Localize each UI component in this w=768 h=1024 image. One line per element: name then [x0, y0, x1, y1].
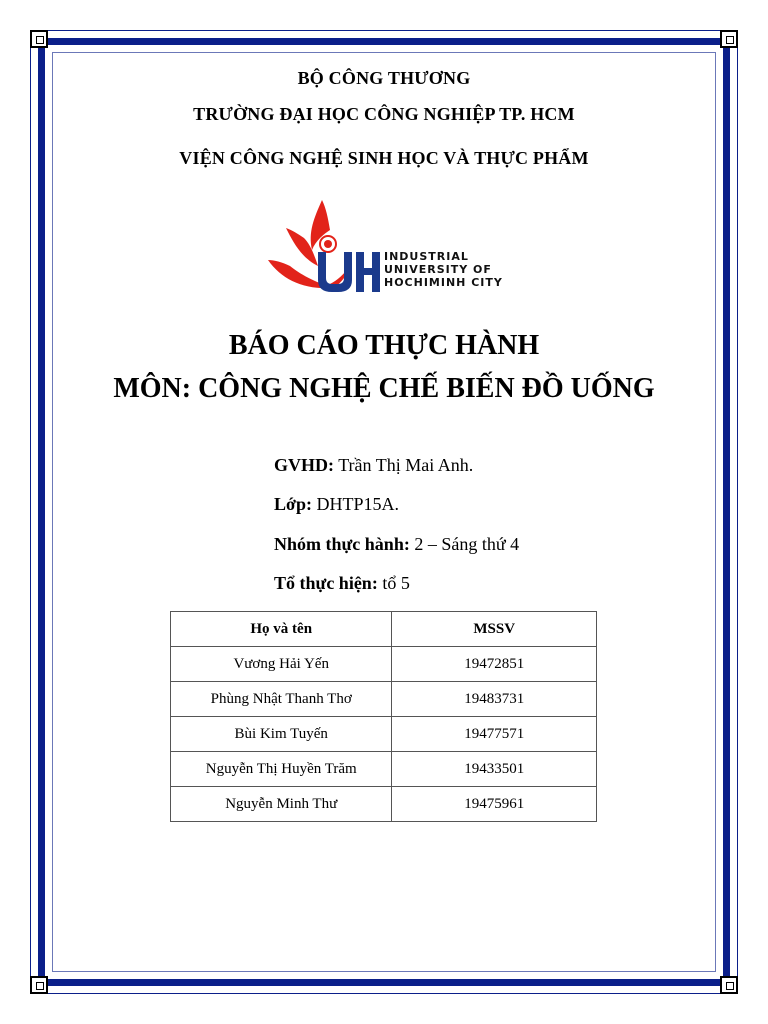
border-corner-ornament: [30, 976, 48, 994]
university-heading: TRƯỜNG ĐẠI HỌC CÔNG NGHIỆP TP. HCM: [193, 104, 575, 124]
table-row: [171, 787, 597, 822]
group-label: Nhóm thực hành:: [274, 534, 410, 554]
logo-line-3: HOCHIMINH CITY: [384, 276, 503, 289]
members-table: [170, 611, 597, 822]
table-row: [171, 647, 597, 682]
member-name: Phùng Nhật Thanh Thơ: [171, 682, 392, 717]
border-corner-ornament: [720, 976, 738, 994]
instructor-line: [274, 455, 473, 476]
member-student-id: 19472851: [392, 647, 597, 682]
subject-title: MÔN: CÔNG NGHỆ CHẾ BIẾN ĐỒ UỐNG: [113, 373, 655, 404]
member-name: Nguyễn Minh Thư: [171, 787, 392, 822]
border-corner-ornament: [720, 30, 738, 48]
logo-line-1: INDUSTRIAL: [384, 250, 469, 263]
group-line: [274, 534, 519, 555]
class-line: [274, 494, 399, 515]
member-name: Nguyễn Thị Huyền Trăm: [171, 752, 392, 787]
table-row: [171, 717, 597, 752]
member-student-id: 19433501: [392, 752, 597, 787]
logo-wordmark: [384, 250, 503, 289]
table-header-row: [171, 612, 597, 647]
member-student-id: 19483731: [392, 682, 597, 717]
logo-line-2: UNIVERSITY OF: [384, 263, 492, 276]
report-title: BÁO CÁO THỰC HÀNH: [228, 330, 540, 361]
instructor-value: Trần Thị Mai Anh.: [338, 455, 474, 475]
member-student-id: 19477571: [392, 717, 597, 752]
institute-heading: VIỆN CÔNG NGHỆ SINH HỌC VÀ THỰC PHẨM: [179, 148, 589, 168]
member-name: Bùi Kim Tuyến: [171, 717, 392, 752]
member-name: Vương Hải Yến: [171, 647, 392, 682]
column-header-student-id: MSSV: [392, 612, 597, 647]
table-row: [171, 752, 597, 787]
border-corner-ornament: [30, 30, 48, 48]
team-label: Tổ thực hiện:: [274, 573, 378, 593]
team-line: [274, 573, 410, 594]
member-student-id: 19475961: [392, 787, 597, 822]
column-header-name: Họ và tên: [171, 612, 392, 647]
class-label: Lớp:: [274, 494, 312, 514]
team-value: tổ 5: [382, 573, 410, 593]
ministry-heading: BỘ CÔNG THƯƠNG: [297, 68, 471, 88]
instructor-label: GVHD:: [274, 455, 334, 475]
group-value: 2 – Sáng thứ 4: [414, 534, 520, 554]
class-value: DHTP15A.: [316, 494, 399, 514]
table-row: [171, 682, 597, 717]
